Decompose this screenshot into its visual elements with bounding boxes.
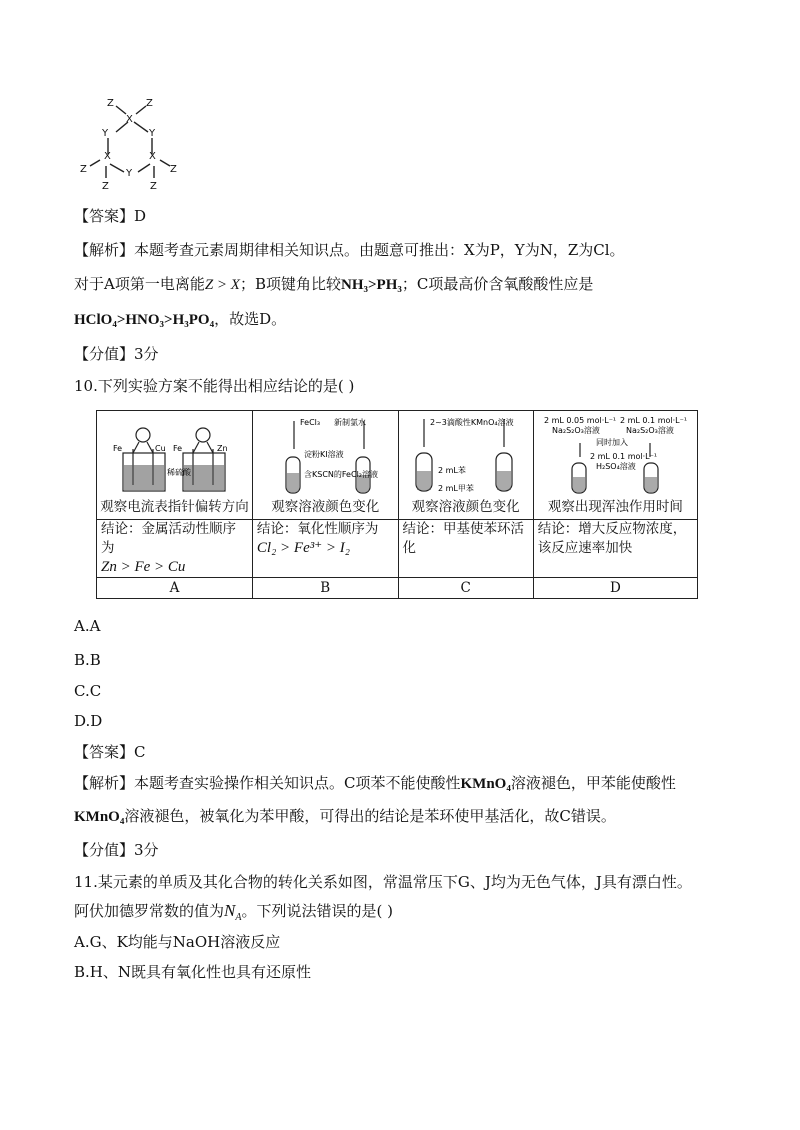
atom-z-4: Z (170, 164, 177, 175)
answer-tag: 【答案】 (74, 207, 135, 225)
q10-analysis-line-1 (74, 773, 676, 794)
q9-score (74, 344, 159, 364)
q10-option-c: C.C (74, 682, 102, 700)
analysis-text: 本题考查实验操作相关知识点。C项苯不能使酸性 (134, 774, 461, 792)
atom-x-top: X (126, 114, 133, 125)
column-label-c: C (398, 578, 533, 599)
label-chlorine-water: 新制氯水 (334, 418, 367, 427)
score-value: 3分 (134, 345, 159, 363)
atom-y-bottom: Y (126, 168, 133, 179)
label-right-solution: Na₂S₂O₃溶液 (626, 426, 675, 435)
q11-stem-line-1: 11.某元素的单质及其化合物的转化关系如图，常温常压下G、J均为无色气体，J具有漂白性。 (74, 873, 692, 891)
column-label-d: D (533, 578, 697, 599)
q9-analysis-line-2 (74, 274, 593, 295)
chem-formula: KMnO₄ (74, 809, 125, 825)
galvanic-cell-illustration (109, 413, 239, 495)
q9-analysis-line-3 (74, 309, 286, 330)
conclusion-text: 结论：金属活动性顺序为 (101, 521, 236, 556)
analysis-text: 溶液褪色，甲苯能使酸性 (510, 774, 676, 792)
answer-tag: 【答案】 (74, 743, 135, 761)
conclusion-text: 结论：氧化性顺序为 (256, 521, 379, 537)
answer-value: C (134, 743, 146, 761)
q10-option-b: B.B (74, 651, 101, 669)
conclusion-continuation: 化 (402, 540, 417, 556)
conclusion-math: Cl₂ > Fe³⁺ > I₂ (256, 540, 350, 556)
molecular-structure-diagram (72, 96, 202, 192)
atom-z-2: Z (146, 98, 153, 109)
conclusion-text: 结论：增大反应物浓度， (537, 521, 687, 537)
conclusion-a (97, 520, 253, 578)
stem-text: 阿伏加德罗常数的值为 (74, 902, 225, 920)
label-acid-conc: 2 mL 0.1 mol·L⁻¹ (590, 452, 658, 461)
q11-option-b: B.H、N既具有氧化性也具有还原性 (74, 963, 311, 981)
atom-x-left: X (104, 151, 111, 162)
score-tag: 【分值】 (74, 345, 135, 363)
label-zn: Zn (217, 444, 229, 453)
conclusion-math: Zn > Fe > Cu (101, 559, 186, 575)
analysis-text: 溶液褪色，被氧化为苯甲酸，可得出的结论是苯环使甲基活化，故C错误。 (124, 807, 616, 825)
analysis-text: ；C项最高价含氧酸酸性应是 (401, 275, 594, 293)
experiment-caption: 观察出现浑浊作用时间 (547, 499, 683, 515)
conclusion-b (252, 520, 398, 578)
q10-stem: 10.下列实验方案不能得出相应结论的是( ) (74, 377, 355, 395)
q10-answer (74, 742, 146, 762)
atom-z-3: Z (80, 164, 87, 175)
conclusion-c (398, 520, 533, 578)
q11-option-a: A.G、K均能与NaOH溶液反应 (74, 933, 281, 951)
experiment-caption: 观察溶液颜色变化 (411, 499, 520, 515)
label-starch-ki: 淀粉KI溶液 (304, 450, 344, 459)
redox-test-tube-illustration (260, 413, 390, 495)
math-symbol: N (224, 901, 236, 920)
label-benzene: 2 mL苯 (437, 466, 466, 475)
math-expression: Z > X (204, 277, 240, 293)
q9-answer (74, 206, 146, 226)
analysis-tag: 【解析】 (74, 241, 135, 259)
atom-z-5: Z (102, 181, 109, 192)
atom-z-6: Z (150, 181, 157, 192)
analysis-tag: 【解析】 (74, 774, 135, 792)
answer-value: D (134, 207, 147, 225)
q10-option-a: A.A (74, 617, 101, 635)
label-add-simultaneously: 同时加入 (596, 438, 629, 447)
experiment-caption: 观察电流表指针偏转方向 (100, 499, 249, 515)
atom-z-1: Z (107, 98, 114, 109)
q10-option-d: D.D (74, 712, 103, 730)
column-label-a: A (97, 578, 253, 599)
q10-analysis-line-2 (74, 806, 616, 827)
experiment-table (96, 410, 698, 599)
atom-y-upper-left: Y (102, 128, 109, 139)
label-toluene: 2 mL甲苯 (437, 484, 474, 493)
label-left-solution: Na₂S₂O₃溶液 (552, 426, 601, 435)
label-fe: Fe (113, 444, 123, 453)
conclusion-continuation: 该反应速率加快 (537, 540, 633, 556)
analysis-text: 对于A项第一电离能 (74, 275, 205, 293)
conclusion-d (533, 520, 697, 578)
score-value: 3分 (134, 841, 159, 859)
chem-formula: HClO₄>HNO₃>H₃PO₄ (74, 312, 215, 328)
kmno4-test-tube-illustration (404, 413, 528, 495)
label-kmno4: 2~3滴酸性KMnO₄溶液 (429, 418, 514, 427)
experiment-d-cell (533, 411, 697, 520)
label-left-conc: 2 mL 0.05 mol·L⁻¹ (544, 416, 617, 425)
label-right-conc: 2 mL 0.1 mol·L⁻¹ (620, 416, 688, 425)
stem-text: 。下列说法错误的是( ) (241, 902, 393, 920)
label-acid-solution: H₂SO₄溶液 (596, 462, 637, 471)
q10-score (74, 840, 159, 860)
label-acid: 稀硫酸 (167, 468, 192, 477)
atom-y-upper-right: Y (149, 128, 156, 139)
experiment-a-cell (97, 411, 253, 520)
chem-formula: KMnO₄ (460, 776, 511, 792)
atom-x-right: X (149, 151, 156, 162)
conclusion-text: 结论：甲基使苯环活 (402, 521, 525, 537)
experiment-b-cell (252, 411, 398, 520)
analysis-text: ；B项键角比较 (239, 275, 342, 293)
label-kscn: 含KSCN的FeCl₂溶液 (304, 470, 379, 479)
analysis-text: ，故选D。 (214, 310, 287, 328)
label-fecl3: FeCl₃ (300, 418, 321, 427)
label-cu: Cu (155, 444, 167, 453)
thiosulfate-test-tube-illustration (540, 413, 690, 495)
chem-formula: NH₃>PH₃ (341, 277, 402, 293)
q9-analysis-line-1 (74, 240, 625, 260)
q11-stem-line-2 (74, 901, 393, 921)
column-label-b: B (252, 578, 398, 599)
label-fe-2: Fe (173, 444, 183, 453)
math-subscript: A (235, 912, 242, 923)
analysis-text: 本题考查元素周期律相关知识点。由题意可推出：X为P，Y为N，Z为Cl。 (134, 241, 625, 259)
experiment-caption: 观察溶液颜色变化 (271, 499, 380, 515)
score-tag: 【分值】 (74, 841, 135, 859)
experiment-c-cell (398, 411, 533, 520)
